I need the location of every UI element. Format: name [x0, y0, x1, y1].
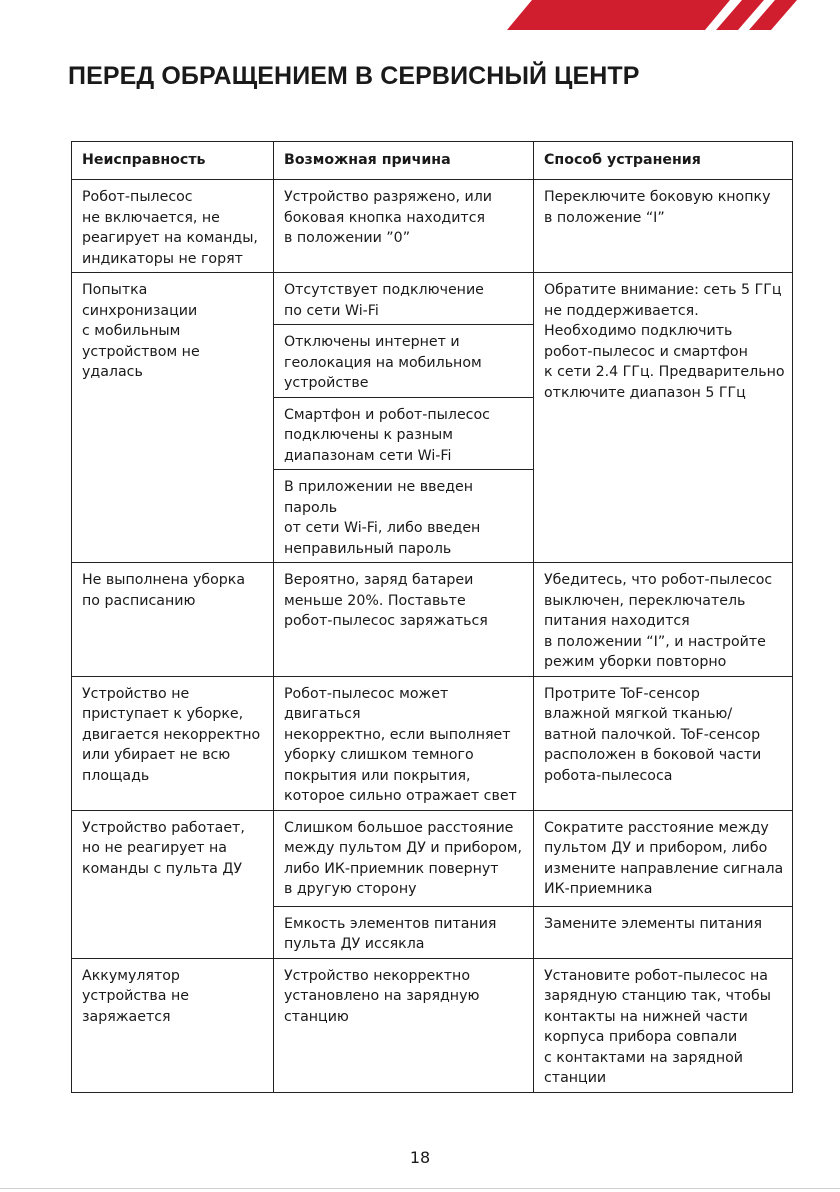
troubleshooting-table [71, 141, 793, 1093]
fault-cell: Попытка синхронизации с мобильным устройством не удалась [72, 273, 274, 563]
solution-cell: Установите робот-пылесос на зарядную станцию так, чтобы контакты на нижней части корпуса прибора совпали с контактами на зарядной станции [534, 958, 793, 1092]
header-cause: Возможная причина [274, 142, 534, 180]
header-stripe-wide [507, 0, 730, 30]
table-row [72, 273, 793, 325]
solution-cell: Протрите ToF-сенсор влажной мягкой тканью/ ватной палочкой. ToF-сенсор расположен в боковой части робота-пылесоса [534, 676, 793, 810]
table-row [72, 810, 793, 906]
bottom-divider [0, 1188, 840, 1189]
cause-cell: Слишком большое расстояние между пультом ДУ и прибором, либо ИК-приемник повернут в другую сторону [274, 810, 534, 906]
cause-cell: Устройство некорректно установлено на зарядную станцию [274, 958, 534, 1092]
solution-cell: Сократите расстояние между пультом ДУ и прибором, либо измените направление сигнала ИК-приемника [534, 810, 793, 906]
header-solution: Способ устранения [534, 142, 793, 180]
cause-cell: Робот-пылесос может двигаться некорректно, если выполняет уборку слишком темного покрытия или покрытия, которое сильно отражает свет [274, 676, 534, 810]
cause-cell: Отсутствует подключение по сети Wi-Fi [274, 273, 534, 325]
table-row [72, 958, 793, 1092]
fault-cell: Робот-пылесос не включается, не реагирует на команды, индикаторы не горят [72, 180, 274, 273]
solution-cell: Обратите внимание: сеть 5 ГГц не поддерживается. Необходимо подключить робот-пылесос и смартфон к сети 2.4 ГГц. Предварительно отключите диапазон 5 ГГц [534, 273, 793, 563]
fault-cell: Не выполнена уборка по расписанию [72, 563, 274, 677]
cause-cell: В приложении не введен пароль от сети Wi-Fi, либо введен неправильный пароль [274, 470, 534, 563]
page-number: 18 [409, 1148, 431, 1167]
cause-cell: Вероятно, заряд батареи меньше 20%. Поставьте робот-пылесос заряжаться [274, 563, 534, 677]
table-header-row [72, 142, 793, 180]
fault-cell: Аккумулятор устройства не заряжается [72, 958, 274, 1092]
cause-cell: Отключены интернет и геолокация на мобильном устройстве [274, 325, 534, 398]
page-title: ПЕРЕД ОБРАЩЕНИЕМ В СЕРВИСНЫЙ ЦЕНТР [68, 62, 640, 90]
solution-cell: Переключите боковую кнопку в положение “I” [534, 180, 793, 273]
cause-cell: Устройство разряжено, или боковая кнопка находится в положении ”0” [274, 180, 534, 273]
table-row [72, 563, 793, 677]
table-row [72, 676, 793, 810]
cause-cell: Смартфон и робот-пылесос подключены к разным диапазонам сети Wi-Fi [274, 397, 534, 470]
header-stripes-decoration [0, 0, 840, 40]
cause-cell: Емкость элементов питания пульта ДУ иссякла [274, 906, 534, 958]
solution-cell: Замените элементы питания [534, 906, 793, 958]
fault-cell: Устройство не приступает к уборке, двигается некорректно или убирает не всю площадь [72, 676, 274, 810]
header-fault: Неисправность [72, 142, 274, 180]
table-row [72, 180, 793, 273]
fault-cell: Устройство работает, но не реагирует на команды с пульта ДУ [72, 810, 274, 958]
solution-cell: Убедитесь, что робот-пылесос выключен, переключатель питания находится в положении “I”, и настройте режим уборки повторно [534, 563, 793, 677]
